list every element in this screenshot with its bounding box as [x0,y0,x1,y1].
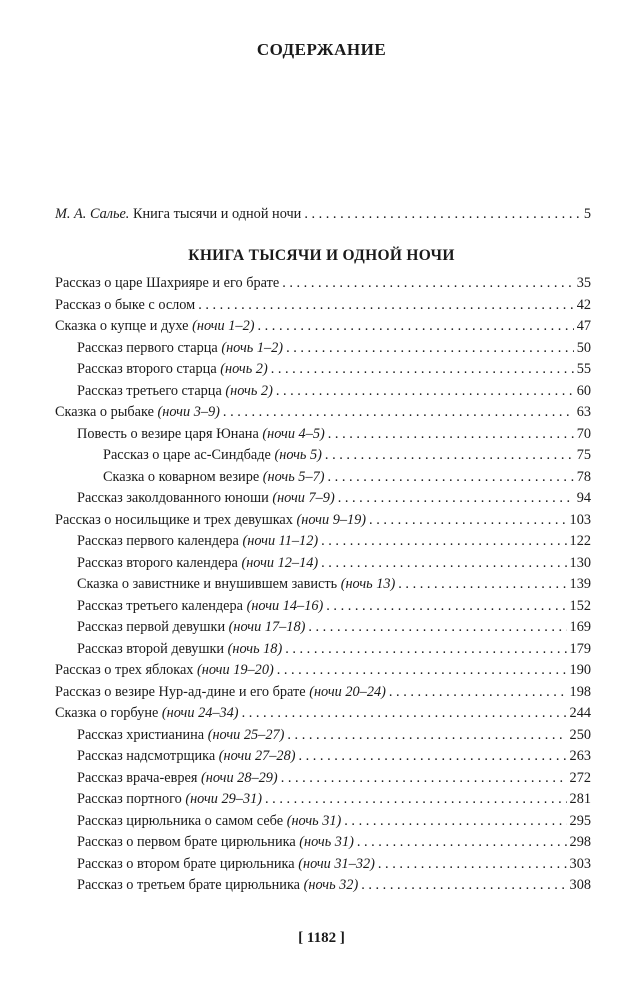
dot-leader [308,617,566,639]
dot-leader [369,510,567,532]
toc-entry-page: 295 [569,812,591,829]
section-heading: КНИГА ТЫСЯЧИ И ОДНОЙ НОЧИ [188,247,455,264]
toc-entry-text: Рассказ христианина [77,726,205,743]
toc-entry-page: 75 [576,447,591,463]
toc-entry-text: Рассказ о царе Шахрияре и его брате [55,275,280,291]
dot-leader [321,553,566,575]
toc-entry-page: 198 [569,683,591,700]
toc-entry-title [77,574,395,596]
toc-entry[interactable] [55,424,591,446]
toc-entry-page: 190 [569,662,591,678]
toc-entry-page: 55 [576,361,591,377]
toc-entry[interactable] [55,445,591,467]
toc-entry-title [77,746,295,768]
dot-leader [285,639,566,661]
toc-entry-nights: (ночи 12–14) [241,554,319,571]
dot-leader [223,402,574,424]
toc-entry[interactable] [55,617,591,639]
toc-entry-title [77,811,341,833]
toc-entry-nights: (ночь 5–7) [262,468,325,485]
toc-entry-text: Рассказ врача-еврея [77,769,198,786]
toc-entry[interactable] [55,854,591,876]
toc-entry-page: 263 [569,748,591,764]
toc-entry[interactable] [55,811,591,833]
toc-entry-nights: (ночи 17–18) [228,619,306,635]
toc-entry-nights: (ночи 3–9) [157,404,220,420]
toc-entry-page: 152 [569,597,591,614]
toc-entry-page: 63 [576,404,591,420]
toc-entry-title [77,359,268,381]
toc-entry[interactable] [55,596,591,618]
toc-entry-title [77,488,335,510]
toc-entry-text: Сказка о купце и духе [55,318,189,334]
toc-entry[interactable] [55,768,591,790]
toc-entry-page: 42 [576,296,591,313]
toc-entry-intro[interactable] [55,204,591,226]
dot-leader [325,445,574,467]
toc-entry-page: 47 [576,318,591,334]
toc-entry-title [77,639,282,661]
dot-leader [277,660,567,682]
toc-entry-text: Рассказ о втором брате цирюльника [77,855,295,872]
dot-leader [357,832,567,854]
toc-entry-page: 50 [576,339,591,356]
toc-entry-text: Рассказ портного [77,791,182,807]
toc-entry[interactable] [55,381,591,403]
toc-entry-nights: (ночи 1–2) [192,318,255,334]
toc-entry[interactable] [55,703,591,725]
toc-entry-nights: (ночи 29–31) [185,791,263,807]
toc-entry-nights: (ночь 31) [299,834,354,850]
dot-leader [286,338,574,360]
toc-entry-nights: (ночь 13) [340,576,396,592]
toc-entry-nights: (ночь 5) [274,447,322,463]
toc-entry-title [77,531,318,553]
toc-entry[interactable] [55,574,591,596]
toc-entry-page: 298 [569,834,591,850]
toc-entry-nights: (ночи 4–5) [262,425,325,442]
toc-entry-page: 179 [569,640,591,657]
toc-entry-nights: (ночи 25–27) [207,726,285,743]
toc-entry-nights: (ночи 7–9) [272,490,335,506]
toc-entry[interactable] [55,875,591,897]
toc-entry-page: 244 [569,705,591,721]
dot-leader [265,789,567,811]
dot-leader [271,359,574,381]
dot-leader [326,596,566,618]
page-number: [ 1182 ] [298,930,345,946]
toc-entry-nights: (ночи 31–32) [298,855,375,872]
toc-entry-page: 281 [569,791,591,807]
toc-entry-text: Рассказ о везире Нур-ад-дине и его брате [55,683,306,700]
dot-leader [298,746,566,768]
toc-entry-text: Рассказ о носильщике и трех девушках [55,511,293,528]
toc-entry-title [77,381,273,403]
toc-entry[interactable] [55,488,591,510]
toc-entry-text: Рассказ третьего календера [77,597,243,614]
toc-entry-text: Сказка о завистнике и внушившем зависть [77,576,338,592]
toc-entry-title [55,402,220,424]
toc-entry[interactable] [55,725,591,747]
dot-leader [361,875,566,897]
toc-entry-page: 130 [569,554,591,571]
toc-entry-nights: (ночь 2) [220,361,268,377]
toc-entry-title [77,596,323,618]
toc-entry-page: 70 [576,425,591,442]
toc-entry-page: 35 [576,275,591,291]
toc-entry-page: 60 [576,382,591,399]
toc-entry-page: 5 [583,206,591,222]
toc-entry-nights: (ночи 24–34) [161,705,239,721]
dot-leader [378,854,567,876]
toc-entry[interactable] [55,746,591,768]
toc-entry-page: 139 [569,576,591,592]
dot-leader [304,204,581,226]
toc-entry[interactable] [55,359,591,381]
toc-entry[interactable] [55,682,591,704]
toc-entry[interactable] [55,531,591,553]
toc-entry-title [55,316,255,338]
toc-entry-text: Сказка о горбуне [55,705,159,721]
dot-leader [198,295,573,317]
toc-entry-text: Рассказ о трех яблоках [55,662,194,678]
toc-entry-text: Повесть о везире царя Юнана [77,425,259,442]
toc-entry-nights: (ночи 14–16) [246,597,324,614]
dot-leader [344,811,566,833]
toc-entry-text: Рассказ первой девушки [77,619,226,635]
toc-entry-title [55,204,301,226]
toc-entry-page: 250 [569,726,591,743]
page-title: СОДЕРЖАНИЕ [256,40,387,59]
toc-entry-nights: (ночь 1–2) [221,339,284,356]
toc-entry-nights: (ночь 32) [303,877,359,893]
toc-entry-title [77,875,358,897]
toc-entry-nights: (ночи 20–24) [309,683,386,700]
toc-entry-title [55,682,386,704]
toc-entry[interactable] [55,273,591,295]
toc-entry-text: Рассказ первого старца [77,339,218,356]
toc-entry-title [77,617,305,639]
dot-leader [398,574,566,596]
toc-entry[interactable] [55,467,591,489]
toc-entry-text: Рассказ надсмотрщика [77,748,216,764]
toc-entry-title [77,768,278,790]
toc-entry-text: Рассказ второго календера [77,554,238,571]
toc-entry[interactable] [55,510,591,532]
toc-entry-title [77,338,283,360]
dot-leader [338,488,574,510]
toc-entry-page: 103 [569,511,591,528]
toc-entry-title [55,295,195,317]
toc-entry-nights: (ночь 31) [286,812,342,829]
toc-entry-title [77,832,354,854]
toc-entry-title [77,424,325,446]
dot-leader [282,273,573,295]
toc-entry[interactable] [55,832,591,854]
toc-entry-title [55,703,239,725]
toc-entry-text: Рассказ первого календера [77,533,239,549]
toc-entry-page: 122 [569,533,591,549]
dot-leader [321,531,566,553]
toc-entry-text: Рассказ о первом брате цирюльника [77,834,296,850]
toc-entry-text: Рассказ заколдованного юноши [77,490,269,506]
toc-entry-page: 94 [576,490,591,506]
toc-entry-text: Рассказ о царе ас-Синдбаде [103,447,271,463]
toc-entry-nights: (ночи 9–19) [296,511,367,528]
dot-leader [328,467,574,489]
toc-entry-nights: (ночи 19–20) [197,662,274,678]
toc-entry-page: 78 [576,468,591,485]
dot-leader [276,381,574,403]
toc-entry-title [77,789,262,811]
toc-entry-title [55,660,274,682]
toc-entry-text: Сказка о коварном везире [103,468,260,485]
toc-entry[interactable] [55,402,591,424]
dot-leader [389,682,567,704]
toc-entry-page: 303 [569,855,591,872]
toc-entry[interactable] [55,789,591,811]
toc-entry-text: Рассказ второй девушки [77,640,225,657]
dot-leader [287,725,566,747]
toc-entry[interactable] [55,660,591,682]
toc-entry-nights: (ночь 18) [227,640,283,657]
dot-leader [242,703,567,725]
toc-entry-nights: (ночи 27–28) [218,748,296,764]
toc-entry-text: Сказка о рыбаке [55,404,154,420]
toc-entry-page: 308 [569,877,591,893]
toc-entry-nights: (ночи 11–12) [242,533,319,549]
toc-entry-text: Рассказ о быке с ослом [55,296,196,313]
toc-entry-text: Рассказ о третьем брате цирюльника [77,877,301,893]
toc-entry-text: Рассказ второго старца [77,361,217,377]
toc-entry-title [103,467,325,489]
toc-list [55,273,591,897]
toc-entry-page: 169 [569,619,591,635]
dot-leader [328,424,574,446]
toc-entry[interactable] [55,295,591,317]
toc-entry-page: 272 [569,769,591,786]
toc-entry[interactable] [55,338,591,360]
toc-entry-title [55,273,279,295]
toc-entry-nights: (ночь 2) [225,382,273,399]
dot-leader [258,316,574,338]
toc-entry-title [103,445,322,467]
toc-entry-text: Книга тысячи и одной ночи [132,206,302,222]
toc-entry-author: М. А. Салье. [55,206,130,222]
toc-entry[interactable] [55,639,591,661]
toc-entry-text: Рассказ третьего старца [77,382,222,399]
toc-entry-title [77,725,284,747]
dot-leader [281,768,567,790]
toc-entry-title [77,854,375,876]
toc-entry-text: Рассказ цирюльника о самом себе [77,812,284,829]
toc-entry-title [77,553,318,575]
toc-entry[interactable] [55,316,591,338]
toc-entry-title [55,510,366,532]
toc-entry[interactable] [55,553,591,575]
toc-entry-nights: (ночи 28–29) [201,769,278,786]
